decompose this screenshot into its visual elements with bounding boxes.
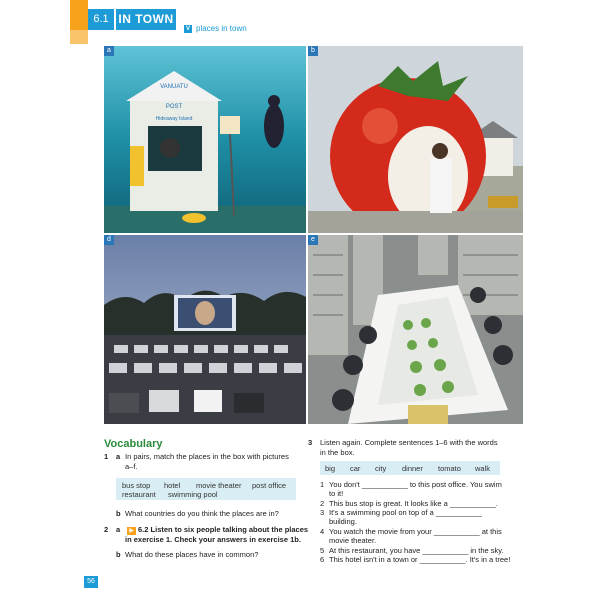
question-text: Listen again. Complete sentences 1–6 with the words — [320, 438, 498, 447]
question-number: 2 — [104, 525, 109, 534]
photo-label-d: d — [104, 235, 114, 245]
question-text: Listen to six people talking about the places — [150, 525, 309, 534]
word-box-item: hotel — [164, 481, 181, 490]
word-box-sentences — [320, 461, 500, 475]
word-box-item: tomato — [438, 464, 461, 473]
sentence-number: 4 — [320, 527, 325, 536]
sentence-4 — [320, 527, 502, 536]
photo-tomato-bus-stop — [308, 46, 523, 233]
question-number: 1 — [104, 452, 109, 461]
sentence-number: 5 — [320, 546, 325, 555]
question-letter: b — [116, 509, 121, 518]
question-letter: a — [116, 452, 121, 461]
question-text: What do these places have in common? — [125, 550, 259, 559]
photo-label-a: a — [104, 46, 114, 56]
sentence-text: This hotel isn't in a town or ___________. It's in a tree! — [329, 555, 511, 564]
vocabulary-heading: Vocabulary — [104, 438, 163, 450]
photo-label-b: b — [308, 46, 318, 56]
sentence-3 — [320, 508, 482, 517]
sentence-1 — [320, 480, 502, 489]
unit-subtitle-text: places in town — [196, 24, 247, 33]
sentence-text: This bus stop is great. It looks like a ___________. — [329, 499, 498, 508]
question-letter: b — [116, 550, 121, 559]
sentence-3-cont: building. — [329, 517, 357, 526]
post-sign-line1: VANUATU — [160, 84, 188, 90]
header-accent-bar — [70, 0, 88, 30]
sentence-6 — [320, 555, 510, 564]
sentence-text: At this restaurant, you have ___________ in the sky. — [329, 546, 504, 555]
sentence-number: 1 — [320, 480, 325, 489]
vocabulary-badge-icon: V — [185, 25, 190, 32]
sentence-1-cont: to it! — [329, 489, 344, 498]
question-1b — [116, 509, 279, 519]
post-sign-line2: POST — [165, 104, 183, 110]
sentence-number: 3 — [320, 508, 325, 517]
sentence-number: 6 — [320, 555, 325, 564]
sentence-text: You don't ___________ to this post office. You swim — [329, 480, 502, 489]
question-text-cont: in exercise 1. Check your answers in exercise 1b. — [125, 535, 301, 544]
question-number: 3 — [308, 438, 313, 447]
sentence-4-cont: movie theater. — [329, 536, 377, 545]
question-letter: a — [116, 525, 121, 534]
unit-title: IN TOWN — [116, 9, 176, 30]
word-box-item: dinner — [402, 464, 423, 473]
photo-underwater-post-office — [104, 46, 306, 233]
word-box-item: walk — [475, 464, 491, 473]
page-number: 56 — [84, 576, 98, 588]
word-box-item: big — [325, 464, 336, 473]
sentence-text: You watch the movie from your ___________ at this — [329, 527, 502, 536]
question-2a — [104, 525, 308, 535]
photo-drive-in-movie-theater — [104, 235, 306, 424]
unit-number: 6.1 — [88, 9, 114, 30]
sentence-5 — [320, 546, 504, 555]
sentence-2 — [320, 499, 498, 508]
word-box-item: movie theater — [196, 481, 242, 490]
word-box-item: swimming pool — [168, 490, 218, 499]
post-sign-line3: Hideaway Island — [155, 116, 193, 122]
question-1a-cont: a–f. — [125, 462, 138, 471]
word-box-places — [116, 478, 296, 500]
sentence-number: 2 — [320, 499, 325, 508]
word-box-item: city — [375, 464, 387, 473]
word-box-item: post office — [252, 481, 287, 490]
header-accent-bar-light — [70, 30, 88, 44]
photo-label-e: e — [308, 235, 318, 245]
question-text: What countries do you think the places are in? — [125, 509, 279, 518]
word-box-item: restaurant — [122, 490, 156, 499]
sentence-text: It's a swimming pool on top of a ___________ — [329, 508, 482, 517]
unit-subtitle — [184, 24, 247, 33]
question-2b — [116, 550, 258, 560]
track-number: 6.2 — [138, 525, 149, 534]
question-text: In pairs, match the places in the box with pictures — [125, 452, 289, 461]
question-3-cont: in the box. — [320, 448, 355, 457]
word-box-item: car — [350, 464, 361, 473]
question-2a-cont — [125, 535, 301, 545]
photo-dinner-in-the-sky — [308, 235, 523, 424]
word-box-item: bus stop — [122, 481, 151, 490]
audio-icon[interactable]: ▶ — [127, 527, 136, 535]
question-3 — [308, 438, 498, 448]
question-1a — [104, 452, 289, 462]
